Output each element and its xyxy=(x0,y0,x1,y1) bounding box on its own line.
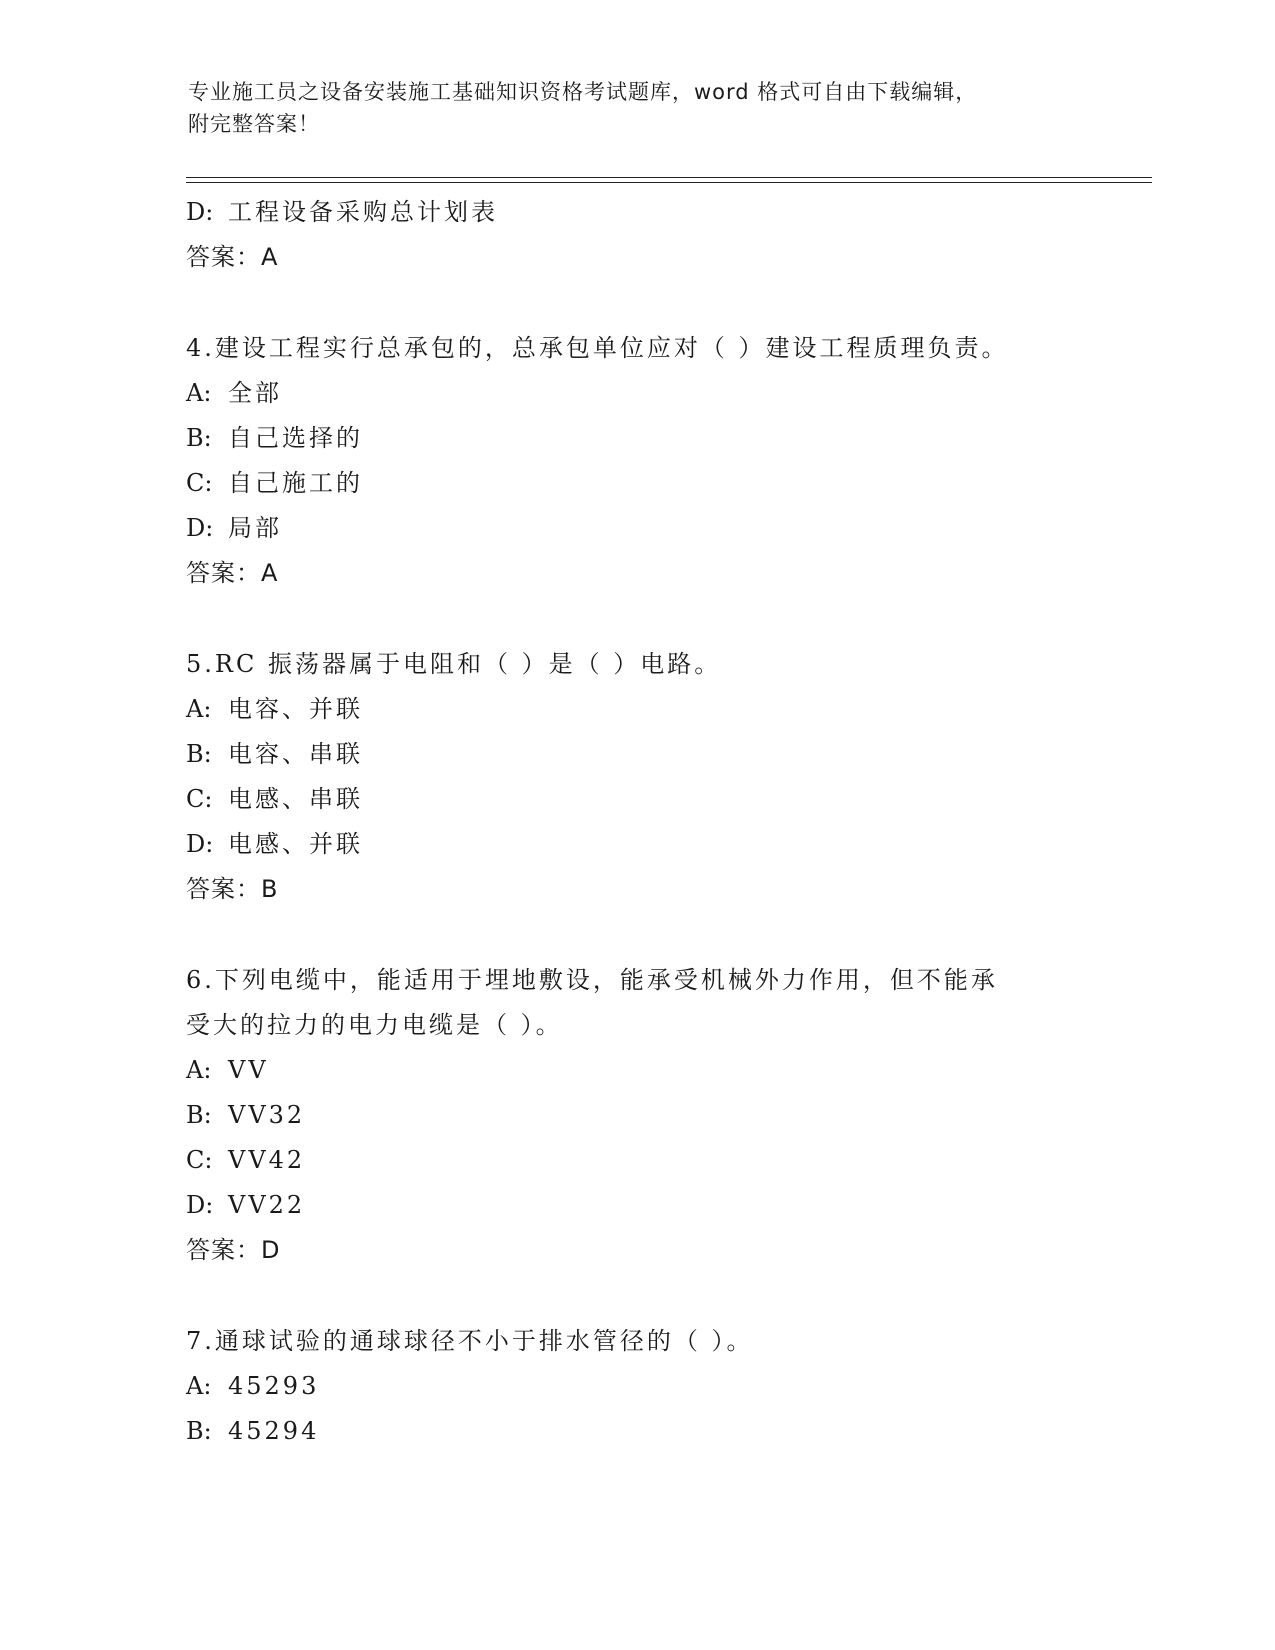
option-text: 工程设备采购总计划表 xyxy=(228,198,498,226)
option-label: C: xyxy=(186,1146,213,1174)
option-text: 自己施工的 xyxy=(228,469,363,497)
option-label: D: xyxy=(186,1191,214,1219)
question-4 xyxy=(186,326,1086,596)
answer-line: 答案：A xyxy=(186,559,279,587)
option-text: VV32 xyxy=(228,1101,306,1129)
option-label: A: xyxy=(186,1056,212,1084)
question-text-line-2: 受大的拉力的电力电缆是（ ）。 xyxy=(186,1011,563,1039)
header-divider-top xyxy=(186,177,1152,178)
answer-line: 答案：D xyxy=(186,1236,281,1264)
option-text: 电感、并联 xyxy=(228,830,363,858)
option-a xyxy=(186,1364,1086,1409)
document-header xyxy=(188,76,1088,140)
option-d xyxy=(186,190,1086,235)
option-text: 局部 xyxy=(228,514,282,542)
question-6 xyxy=(186,958,1086,1273)
option-text: 电容、并联 xyxy=(228,695,363,723)
option-b xyxy=(186,416,1086,461)
option-text: VV xyxy=(228,1056,269,1084)
option-label: A: xyxy=(186,379,212,407)
option-label: B: xyxy=(186,1417,212,1445)
option-label: D: xyxy=(186,198,214,226)
option-label: B: xyxy=(186,740,212,768)
option-text: 电感、串联 xyxy=(228,785,363,813)
option-c xyxy=(186,1138,1086,1183)
option-label: A: xyxy=(186,1372,212,1400)
answer-line: 答案：A xyxy=(186,243,279,271)
option-label: D: xyxy=(186,830,214,858)
question-text: 4.建设工程实行总承包的，总承包单位应对（ ）建设工程质理负责。 xyxy=(186,334,1009,362)
option-label: A: xyxy=(186,695,212,723)
option-d xyxy=(186,822,1086,867)
option-d xyxy=(186,1183,1086,1228)
option-label: D: xyxy=(186,514,214,542)
question-5 xyxy=(186,642,1086,912)
option-text: VV22 xyxy=(228,1191,306,1219)
option-c xyxy=(186,777,1086,822)
option-label: B: xyxy=(186,424,212,452)
option-text: 自己选择的 xyxy=(228,424,363,452)
header-line-2: 附完整答案！ xyxy=(188,112,320,136)
option-text: 电容、串联 xyxy=(228,740,363,768)
option-text: 45293 xyxy=(228,1372,320,1400)
question-text: 7.通球试验的通球球径不小于排水管径的（ ）。 xyxy=(186,1327,754,1355)
option-b xyxy=(186,732,1086,777)
question-text-line-1: 6.下列电缆中，能适用于埋地敷设，能承受机械外力作用，但不能承 xyxy=(186,966,998,994)
option-d xyxy=(186,506,1086,551)
question-text: 5.RC 振荡器属于电阻和（ ）是（ ）电路。 xyxy=(186,650,722,678)
option-text: VV42 xyxy=(228,1146,306,1174)
header-line-1: 专业施工员之设备安装施工基础知识资格考试题库，word 格式可自由下载编辑， xyxy=(188,80,978,104)
header-divider-bottom xyxy=(186,182,1152,183)
option-a xyxy=(186,687,1086,732)
answer-line: 答案：B xyxy=(186,875,279,903)
question-7 xyxy=(186,1319,1086,1454)
option-text: 全部 xyxy=(228,379,282,407)
option-a xyxy=(186,1048,1086,1093)
option-a xyxy=(186,371,1086,416)
option-c xyxy=(186,461,1086,506)
option-b xyxy=(186,1409,1086,1454)
document-content xyxy=(186,190,1086,1454)
option-text: 45294 xyxy=(228,1417,320,1445)
option-label: B: xyxy=(186,1101,212,1129)
option-label: C: xyxy=(186,469,213,497)
option-label: C: xyxy=(186,785,213,813)
option-b xyxy=(186,1093,1086,1138)
